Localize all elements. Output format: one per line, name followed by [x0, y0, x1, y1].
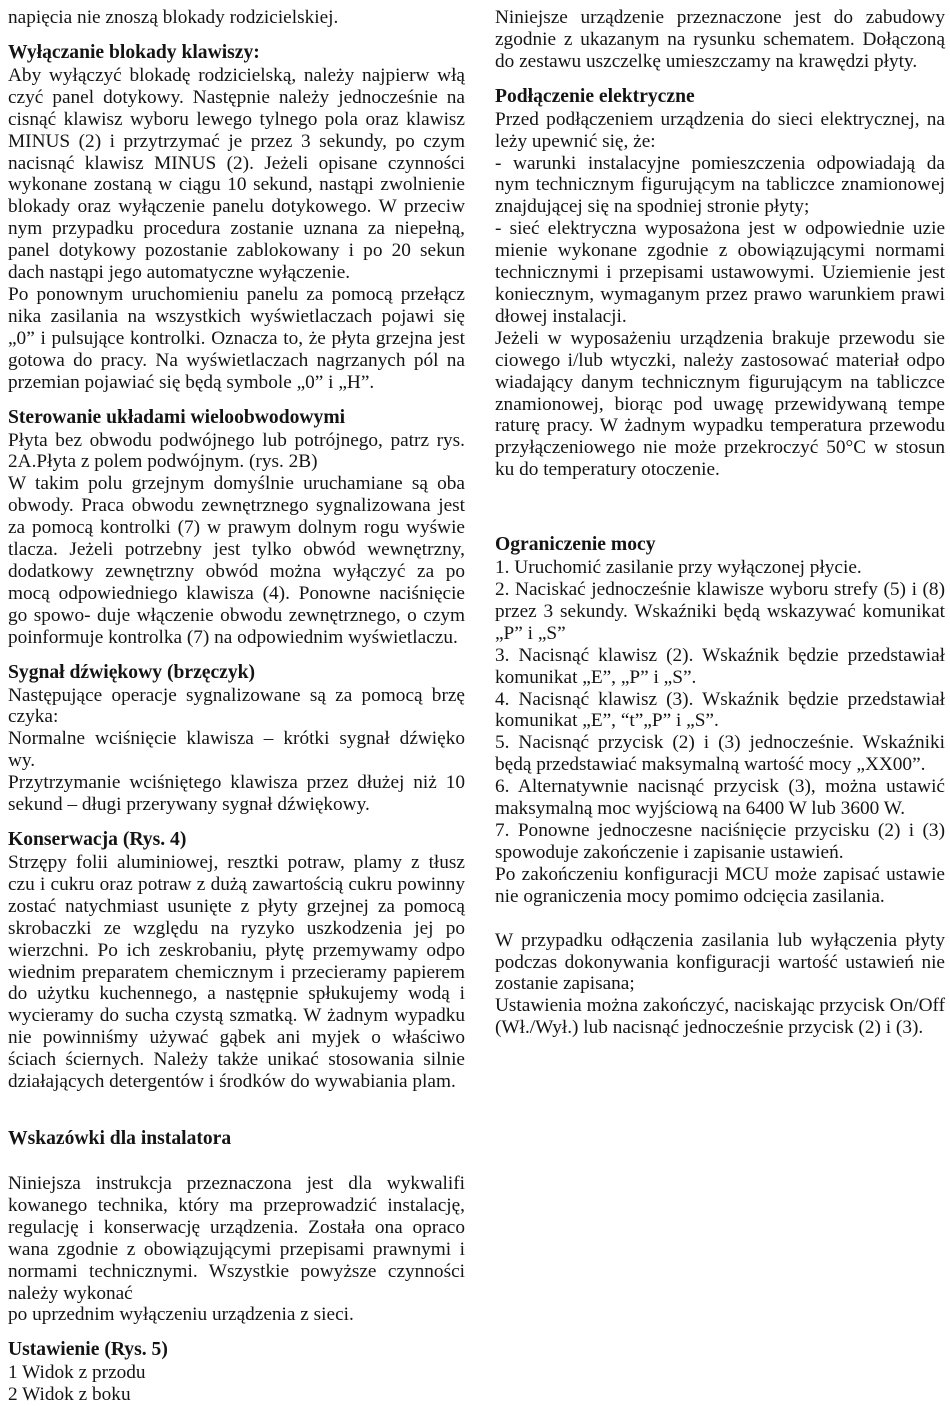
paragraph: 1. Uruchomić zasilanie przy wyłączonej płycie.: [495, 557, 862, 579]
paragraph: 5. Nacisnąć przycisk (2) i (3) jednocześnie. Wskaźniki będą przedstawiać maksymalną wartość mocy „XX00”.: [495, 732, 945, 776]
paragraph: - warunki instalacyjne pomieszczenia odpowiadają da nym technicznym figurującym na tabliczce znamionowej znajdującej się na spodniej stronie płyty;: [495, 152, 945, 218]
paragraph: Normalne wciśnięcie klawisza – krótki sygnał dźwięko wy.: [8, 728, 465, 772]
spacer: [8, 1151, 465, 1173]
paragraph: 2 Widok z boku: [8, 1384, 131, 1406]
paragraph: 2. Naciskać jednocześnie klawisze wyboru strefy (5) i (8) przez 3 sekundy. Wskaźniki będą wskazywać komunikat „P” i „S”: [495, 579, 945, 644]
text-column-left: [8, 7, 465, 1406]
paragraph: 4. Nacisnąć klawisz (3). Wskaźnik będzie przedstawiał komunikat „E”, “t”„P” i „S”.: [495, 688, 945, 732]
section-heading: Konserwacja (Rys. 4): [8, 829, 187, 850]
paragraph: Przed podłączeniem urządzenia do sieci elektrycznej, na leży upewnić się, że:: [495, 108, 945, 152]
spacer: [8, 1093, 465, 1115]
section-heading: Podłączenie elektryczne: [495, 85, 695, 107]
section-heading: Wyłączanie blokady klawiszy:: [8, 41, 260, 63]
paragraph: Strzępy folii aluminiowej, resztki potraw, plamy z tłusz czu i cukru oraz potraw z dużą zawartością cukru powinny zostać natychmiast usunięte z płyty grzejnej za pomocą skrobaczki ze względu na ryzyko uszkodzenia jej po wierzchni. Po ich zeskrobaniu, płytę przemywamy odpo wiednim preparatem chemicznym i przecieramy papierem do użytku kuchennego, a następnie spłukujemy wodą i wycieramy do sucha czystą szmatką. W żadnym wypadku nie powinniśmy używać gąbek ani myjek o właściwo ściach ściernych. Należy także unikać stosowania silnie działających detergentów i środków do wywabiania plam.: [8, 852, 465, 1093]
paragraph: 7. Ponowne jednoczesne naciśnięcie przycisku (2) i (3) spowoduje zakończenie i zapisanie ustawień.: [495, 820, 945, 863]
section-heading: Sterowanie układami wieloobwodowymi: [8, 406, 346, 428]
paragraph: 1 Widok z przodu: [8, 1362, 146, 1384]
paragraph: po uprzednim wyłączeniu urządzenia z sieci.: [8, 1304, 354, 1326]
paragraph: Aby wyłączyć blokadę rodzicielską, należy najpierw włą czyć panel dotykowy. Następnie należy jednocześnie na cisnąć klawisz wyboru lewego tylnego pola oraz klawisz MINUS (2) i przytrzymać je przez 3 sekundy, po czym nacisnąć klawisz MINUS (2). Jeżeli opisane czynności wykonane zostaną w ciągu 10 sekund, nastąpi zwolnienie blokady oraz wyłączenie panelu dotykowego. W przeciw nym przypadku procedura zostanie uznana za niepełną, panel dotykowy pozostanie zablokowany i po 20 sekun dach nastąpi jego automatyczne wyłączenie.: [8, 64, 465, 284]
paragraph: napięcia nie znoszą blokady rodzicielskiej.: [8, 7, 339, 28]
paragraph: 6. Alternatywnie nacisnąć przycisk (3), można ustawić maksymalną moc wyjściową na 6400 W lub 3600 W.: [495, 776, 945, 820]
paragraph: W takim polu grzejnym domyślnie uruchamiane są oba obwody. Praca obwodu zewnętrznego sygnalizowana jest za pomocą kontrolki (7) w prawym dolnym rogu wyświe tlacza. Jeżeli potrzebny jest tylko obwód wewnętrzny, dodatkowy zewnętrzny obwód można wyłączyć za po mocą odpowiedniego klawisza (4). Ponowne naciśnięcie go spowo- duje włączenie obwodu zewnętrznego, o czym poinformuje kontrolka (7) na odpowiednim wyświetlaczu.: [8, 473, 465, 648]
paragraph: 3. Nacisnąć klawisz (2). Wskaźnik będzie przedstawiał komunikat „E”, „P” i „S”.: [495, 644, 945, 688]
section-heading: Wskazówki dla instalatora: [8, 1127, 232, 1149]
paragraph: Po zakończeniu konfiguracji MCU może zapisać ustawie nie ograniczenia mocy pomimo odcięcia zasilania.: [495, 863, 945, 907]
paragraph: W przypadku odłączenia zasilania lub wyłączenia płyty podczas dokonywania konfiguracji wartość ustawień nie zostanie zapisana;: [495, 929, 945, 995]
section-heading: Ograniczenie mocy: [495, 534, 656, 556]
paragraph: Płyta bez obwodu podwójnego lub potrójnego, patrz rys. 2A.Płyta z polem podwójnym. (rys. 2B): [8, 429, 465, 473]
paragraph: Następujące operacje sygnalizowane są za pomocą brzę czyka:: [8, 684, 465, 728]
spacer: [495, 481, 945, 521]
section-heading: Sygnał dźwiękowy (brzęczyk): [8, 661, 256, 683]
spacer: [495, 908, 945, 930]
paragraph: Jeżeli w wyposażeniu urządzenia brakuje przewodu sie ciowego i/lub wtyczki, należy zastosować materiał odpo wiadający danym technicznym figurującym na tabliczce znamionowej, biorąc pod uwagę przewidywaną tempe raturę pracy. W żadnym wypadku temperatura przewodu przyłączeniowego nie może przekroczyć 50°C w stosun ku do temperatury otoczenie.: [495, 327, 945, 481]
paragraph: Niniejsza instrukcja przeznaczona jest dla wykwalifi kowanego technika, który ma przeprowadzić instalację, regulację i konserwację urządzenia. Została ona opraco wana zgodnie z obowiązującymi przepisami prawnymi i normami technicznymi. Wszystkie powyższe czynności należy wykonać: [8, 1172, 465, 1304]
paragraph: - sieć elektryczna wyposażona jest w odpowiednie uzie mienie wykonane zgodnie z obowiązującymi normami technicznymi i przepisami ustawowymi. Uziemienie jest koniecznym, wymaganym przez prawo warunkiem prawi dłowej instalacji.: [495, 218, 945, 327]
section-heading: Ustawienie (Rys. 5): [8, 1339, 168, 1361]
paragraph: Niniejsze urządzenie przeznaczone jest do zabudowy zgodnie z ukazanym na rysunku schematem. Dołączoną do zestawu uszczelkę umieszczamy na krawędzi płyty.: [495, 7, 945, 72]
paragraph: Przytrzymanie wciśniętego klawisza przez dłużej niż 10 sekund – długi przerywany sygnał dźwiękowy.: [8, 772, 465, 816]
text-column-right: [495, 7, 945, 1406]
paragraph: Ustawienia można zakończyć, naciskając przycisk On/Off (Wł./Wył.) lub nacisnąć jednocześnie przycisk (2) i (3).: [495, 995, 945, 1039]
paragraph: Po ponownym uruchomieniu panelu za pomocą przełącz nika zasilania na wszystkich wyświetlaczach pojawi się „0” i pulsujące kontrolki. Oznacza to, że płyta grzejna jest gotowa do pracy. Na wyświetlaczach nagrzanych pól na przemian pojawiać się będą symbole „0” i „H”.: [8, 283, 465, 393]
